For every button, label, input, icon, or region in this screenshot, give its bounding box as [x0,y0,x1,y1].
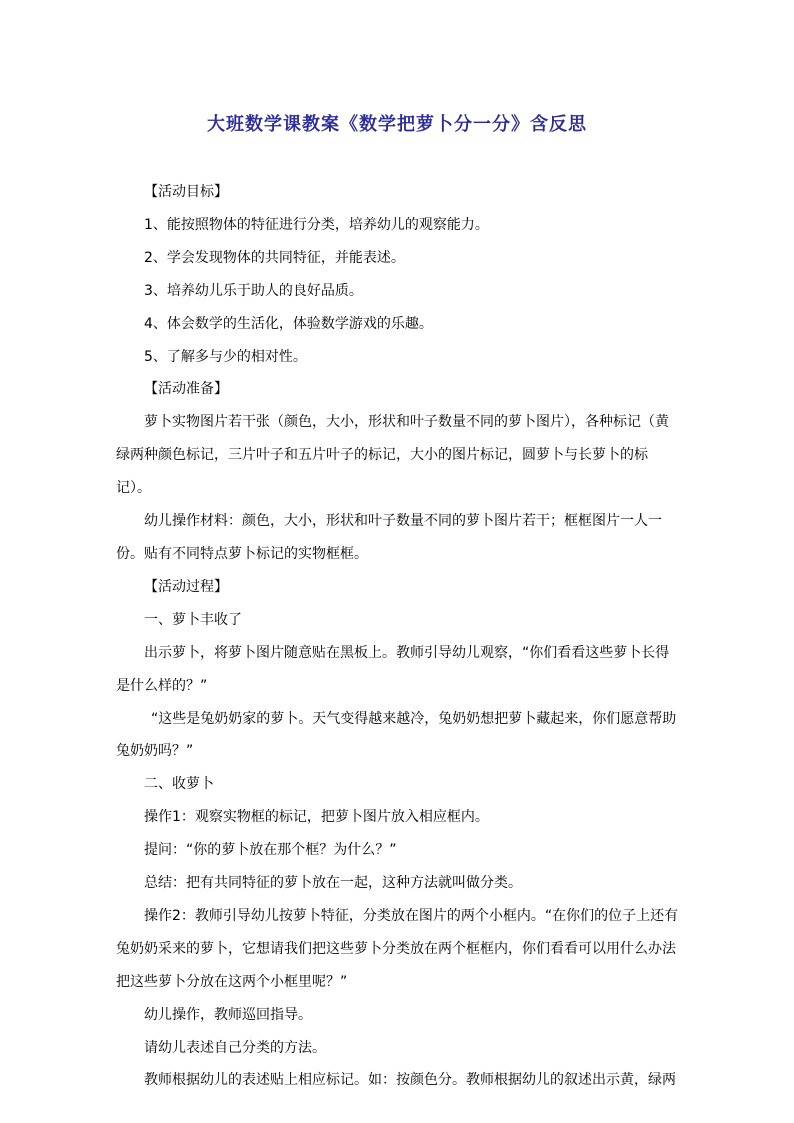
goals-heading: 【活动目标】 [144,184,228,200]
process-quote: “这些是兔奶奶家的萝卜。天气变得越来越冷，兔奶奶想把萝卜藏起来，你们愿意帮助兔奶奶吗？” [116,710,677,760]
process-paragraph: 操作1：观察实物框的标记，把萝卜图片放入相应框内。 [144,809,489,826]
prep-paragraph: 萝卜实物图片若干张（颜色，大小，形状和叶子数量不同的萝卜图片），各种标记（黄绿两种颜色标记，三片叶子和五片叶子的标记，大小的图片标记，圆萝卜与长萝卜的标记）。 [116,414,669,497]
goal-item: 4、体会数学的生活化，体验数学游戏的乐趣。 [144,315,433,332]
prep-heading: 【活动准备】 [144,381,228,398]
goal-item: 2、学会发现物体的共同特征，并能表述。 [144,249,405,266]
process-paragraph: 请幼儿表述自己分类的方法。 [144,1039,326,1056]
goal-item: 3、培养幼儿乐于助人的良好品质。 [144,282,363,299]
process-paragraph: 出示萝卜，将萝卜图片随意贴在黑板上。教师引导幼儿观察，“你们看看这些萝卜长得是什么样的？” [116,644,670,694]
process-subheading: 一、萝卜丰收了 [144,611,242,628]
process-subheading: 二、收萝卜 [144,776,214,793]
document-body [116,176,682,1097]
process-paragraph: 提问：“你的萝卜放在那个框？为什么？” [144,842,397,859]
goal-item: 5、了解多与少的相对性。 [144,348,307,365]
process-paragraph: 总结：把有共同特征的萝卜放在一起，这种方法就叫做分类。 [144,875,522,892]
process-paragraph: 操作2：教师引导幼儿按萝卜特征，分类放在图片的两个小框内。“在你们的位子上还有兔奶奶采来的萝卜，它想请我们把这些萝卜分类放在两个框框内，你们看看可以用什么办法把这些萝卜分放在这两个小框里呢？” [116,907,679,990]
document-title: 大班数学课教案《数学把萝卜分一分》含反思 [207,114,587,135]
process-paragraph: 教师根据幼儿的表述贴上相应标记。如：按颜色分。教师根据幼儿的叙述出示黄，绿两 [144,1072,676,1089]
prep-paragraph: 幼儿操作材料：颜色，大小，形状和叶子数量不同的萝卜图片若干；框框图片一人一份。贴有不同特点萝卜标记的实物框框。 [116,513,662,562]
process-paragraph: 幼儿操作，教师巡回指导。 [144,1006,312,1023]
process-heading: 【活动过程】 [144,578,228,595]
goal-item: 1、能按照物体的特征进行分类，培养幼儿的观察能力。 [144,216,489,233]
